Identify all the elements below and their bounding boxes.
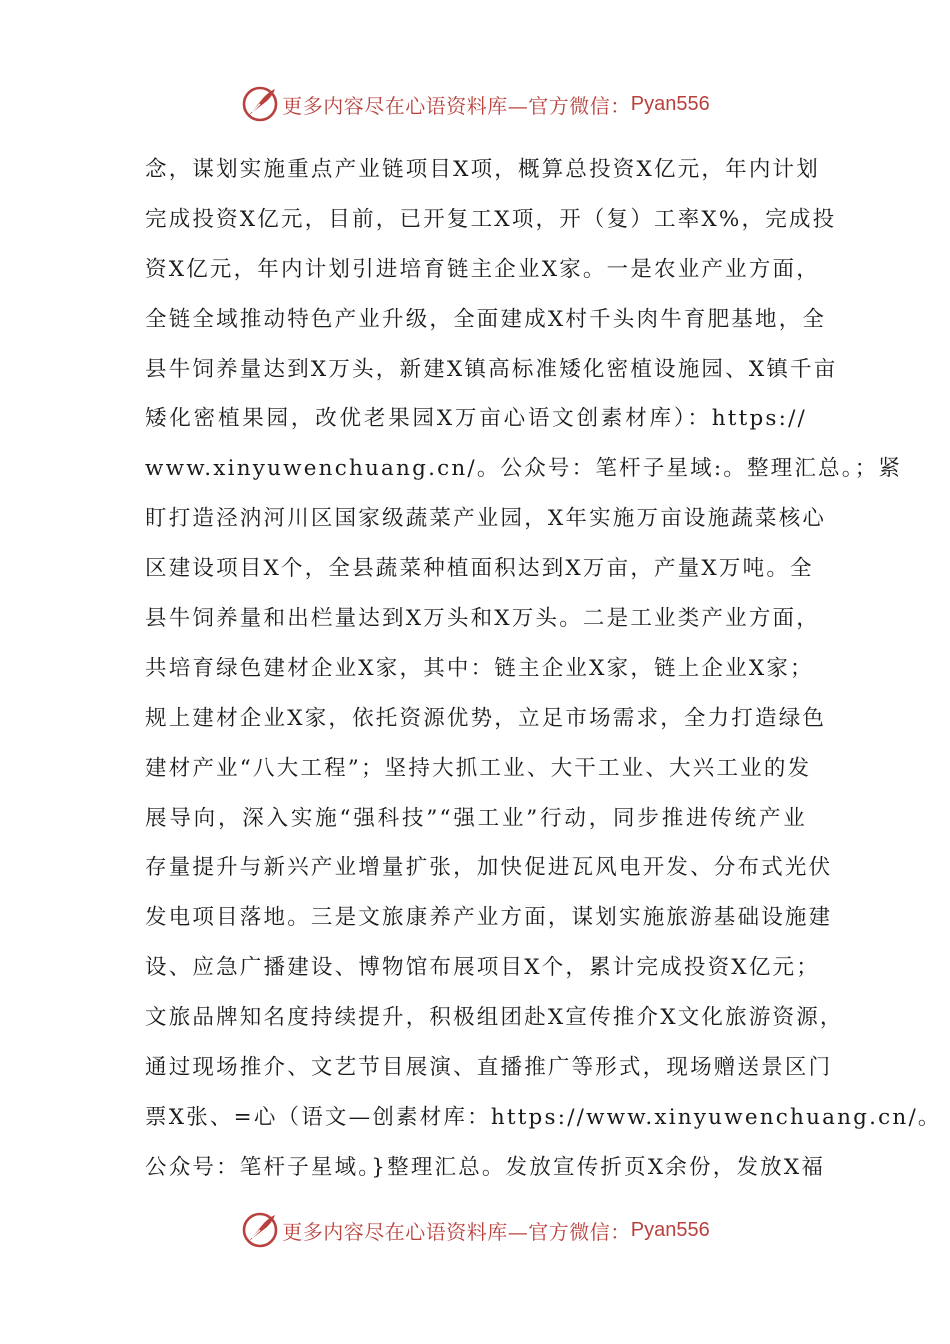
footer-watermark bbox=[0, 1210, 950, 1250]
text-line: 盯打造泾汭河川区国家级蔬菜产业园，X年实施万亩设施蔬菜核心 bbox=[145, 506, 827, 532]
watermark-wechat-id: Pyan556 bbox=[630, 92, 710, 115]
quill-pen-icon bbox=[240, 1210, 280, 1250]
text-line: 矮化密植果园，改优老果园X万亩心语文创素材库）：https:// bbox=[145, 406, 807, 432]
text-line: 全链全域推动特色产业升级，全面建成X村千头肉牛育肥基地，全 bbox=[145, 306, 827, 332]
watermark-wechat-id: Pyan556 bbox=[630, 1218, 710, 1241]
watermark-text: 更多内容尽在心语资料库—官方微信： bbox=[282, 93, 631, 118]
text-line: 县牛饲养量和出栏量达到X万头和X万头。二是工业类产业方面， bbox=[145, 606, 820, 632]
text-line: 县牛饲养量达到X万头，新建X镇高标准矮化密植设施园、X镇千亩 bbox=[145, 356, 838, 382]
text-line: 完成投资X亿元，目前，已开复工X项，开（复）工率X%，完成投 bbox=[145, 206, 837, 232]
header-watermark bbox=[0, 84, 950, 124]
text-line: 共培育绿色建材企业X家，其中：链主企业X家，链上企业X家； bbox=[145, 655, 814, 681]
text-line: 发电项目落地。三是文旅康养产业方面，谋划实施旅游基础设施建 bbox=[145, 905, 833, 931]
text-line: 设、应急广播建设、博物馆布展项目X个，累计完成投资X亿元； bbox=[145, 955, 820, 981]
text-line: 存量提升与新兴产业增量扩张，加快促进瓦风电开发、分布式光伏 bbox=[145, 855, 833, 881]
text-line: 通过现场推介、文艺节目展演、直播推广等形式，现场赠送景区门 bbox=[145, 1055, 833, 1081]
text-line: www.xinyuwenchuang.cn/。公众号：笔杆子星域:。整理汇总。；紧 bbox=[145, 456, 903, 482]
watermark-text: 更多内容尽在心语资料库—官方微信： bbox=[282, 1219, 631, 1244]
text-line: 文旅品牌知名度持续提升，积极组团赴X宣传推介X文化旅游资源， bbox=[145, 1005, 844, 1031]
text-line: 资X亿元，年内计划引进培育链主企业X家。一是农业产业方面， bbox=[145, 256, 820, 282]
quill-pen-icon bbox=[240, 84, 280, 124]
text-line: 建材产业“八大工程”；坚持大抓工业、大干工业、大兴工业的发 bbox=[145, 755, 812, 781]
text-line: 票X张、=心（语文—创素材库：https://www.xinyuwenchuang.cn/。 bbox=[145, 1104, 942, 1130]
text-line: 规上建材企业X家，依托资源优势，立足市场需求，全力打造绿色 bbox=[145, 705, 827, 731]
text-line: 区建设项目X个，全县蔬菜种植面积达到X万亩，产量X万吨。全 bbox=[145, 556, 814, 582]
text-line: 念，谋划实施重点产业链项目X项，概算总投资X亿元，年内计划 bbox=[145, 157, 820, 182]
text-line: 公众号：笔杆子星域。}整理汇总。发放宣传折页X余份，发放X福 bbox=[145, 1154, 826, 1180]
document-body bbox=[145, 145, 942, 1193]
text-line: 展导向，深入实施“强科技”“强工业”行动，同步推进传统产业 bbox=[145, 805, 807, 831]
